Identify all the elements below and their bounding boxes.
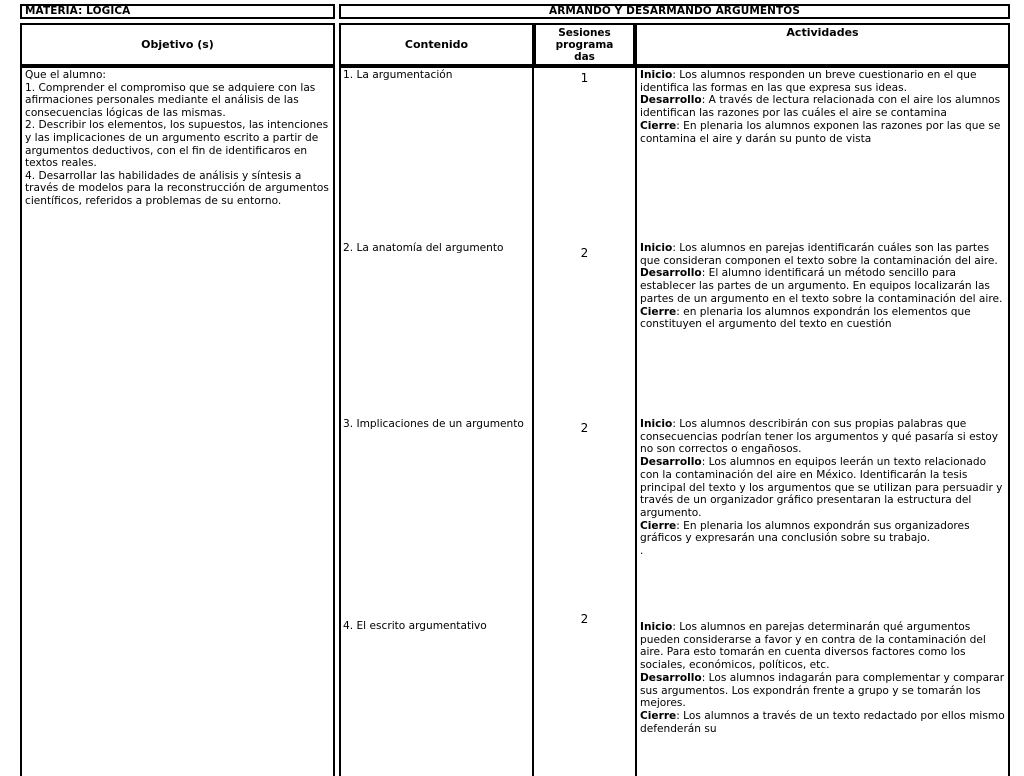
desarrollo-text: : A través de lectura relacionada con el aire los alumnos identifican las razones por las cuáles el aire se contamina: [640, 94, 1001, 120]
cierre-paragraph: [640, 710, 1008, 735]
inicio-paragraph: [640, 418, 1008, 456]
inicio-label: Inicio: [640, 418, 673, 430]
sesiones-item-3: 2: [580, 421, 589, 435]
objetivo-text: Que el alumno: 1. Comprender el compromiso que se adquiere con las afirmaciones personales mediante el análisis de las consecuencias lógicas de las mismas. 2. Describir los elementos, los supuestos, las intenciones y las implicaciones de un argumento escrito a partir de argumentos deductivos, con el fin de identificaros en textos reales. 4. Desarrollar las habilidades de análisis y síntesis a través de modelos para la reconstrucción de argumentos científicos, referidos a problemas de su entorno.: [25, 69, 329, 207]
sesiones-item-1: 1: [580, 71, 589, 85]
inicio-text: : Los alumnos en parejas determinarán qué argumentos pueden considerarse a favor y en contra de la contaminación del aire. Para esto tomarán en cuenta diversos factores como los sociales, económicos, políticos, etc.: [640, 621, 986, 672]
cierre-text: : Los alumnos a través de un texto redactado por ellos mismo defenderán su: [640, 709, 1005, 735]
desarrollo-label: Desarrollo: [640, 94, 702, 107]
inicio-paragraph: [640, 621, 1008, 672]
desarrollo-label: Desarrollo: [640, 671, 702, 684]
desarrollo-paragraph: [640, 94, 1008, 119]
contenido-item-2: 2. La anatomía del argumento: [343, 242, 504, 254]
cierre-label: Cierre: [640, 305, 677, 318]
subject-title: MATERIA: LÓGICA: [20, 4, 335, 19]
desarrollo-label: Desarrollo: [640, 456, 702, 469]
desarrollo-label: Desarrollo: [640, 267, 702, 280]
cierre-label: Cierre: [640, 519, 677, 532]
desarrollo-paragraph: [640, 456, 1008, 520]
unit-title: ARMANDO Y DESARMANDO ARGUMENTOS: [339, 4, 1010, 19]
cierre-paragraph: [640, 306, 1008, 331]
desarrollo-paragraph: [640, 672, 1008, 710]
sesiones-item-2: 2: [580, 246, 589, 260]
inicio-label: Inicio: [640, 621, 673, 633]
desarrollo-text: : Los alumnos en equipos leerán un texto relacionado con la contaminación del aire en México. Identificarán la tesis principal del texto y los argumentos que se utilizan para persuadir y través de un organizador gráfico presentaran la estructura del argumento.: [640, 456, 1003, 519]
inicio-text: : Los alumnos en parejas identificarán cuáles son las partes que consideran componen el texto sobre la contaminación del aire.: [640, 242, 998, 267]
actividades-item-3: [640, 418, 1008, 558]
cierre-text: : En plenaria los alumnos expondrán sus organizadores gráficos y expresarán una conclusión sobre su trabajo.: [640, 519, 970, 545]
cierre-paragraph: [640, 120, 1008, 145]
column-header-contenido: Contenido: [339, 23, 534, 66]
column-header-actividades: Actividades: [635, 23, 1010, 66]
actividades-item-1: [640, 69, 1008, 145]
cierre-label: Cierre: [640, 119, 677, 132]
sesiones-item-4: 2: [580, 612, 589, 626]
cierre-text: : En plenaria los alumnos exponen las razones por las que se contamina el aire y darán su punto de vista: [640, 119, 1001, 145]
trailing-mark: .: [640, 545, 644, 558]
actividades-item-4: [640, 621, 1008, 735]
desarrollo-text: : El alumno identificará un método sencillo para establecer las partes de un argumento. En equipos localizarán las partes de un argumento en el texto sobre la contaminación del aire.: [640, 267, 1003, 305]
desarrollo-text: : Los alumnos indagarán para complementar y comparar sus argumentos. Los expondrán frente a grupo y se tomarán los mejores.: [640, 671, 1005, 710]
desarrollo-paragraph: [640, 267, 1008, 305]
cierre-text: : en plenaria los alumnos expondrán los elementos que constituyen el argumento del texto en cuestión: [640, 305, 971, 331]
inicio-paragraph: [640, 69, 1008, 94]
contenido-item-3: 3. Implicaciones de un argumento: [343, 418, 524, 430]
inicio-label: Inicio: [640, 242, 673, 254]
contenido-item-4: 4. El escrito argumentativo: [343, 620, 487, 632]
inicio-text: : Los alumnos describirán con sus propias palabras que consecuencias podrían tener los argumentos y qué pasaría si estoy no son correctos o engañosos.: [640, 418, 999, 456]
cierre-label: Cierre: [640, 709, 677, 722]
actividades-item-2: [640, 242, 1008, 331]
column-header-sesiones: Sesiones programa das: [534, 23, 635, 66]
inicio-label: Inicio: [640, 69, 673, 81]
inicio-text: : Los alumnos responden un breve cuestionario en el que identifica las formas en las que expresa sus ideas.: [640, 69, 977, 94]
cierre-paragraph: [640, 520, 1008, 545]
column-header-objetivo: Objetivo (s): [20, 23, 335, 66]
inicio-paragraph: [640, 242, 1008, 267]
contenido-item-1: 1. La argumentación: [343, 69, 453, 81]
